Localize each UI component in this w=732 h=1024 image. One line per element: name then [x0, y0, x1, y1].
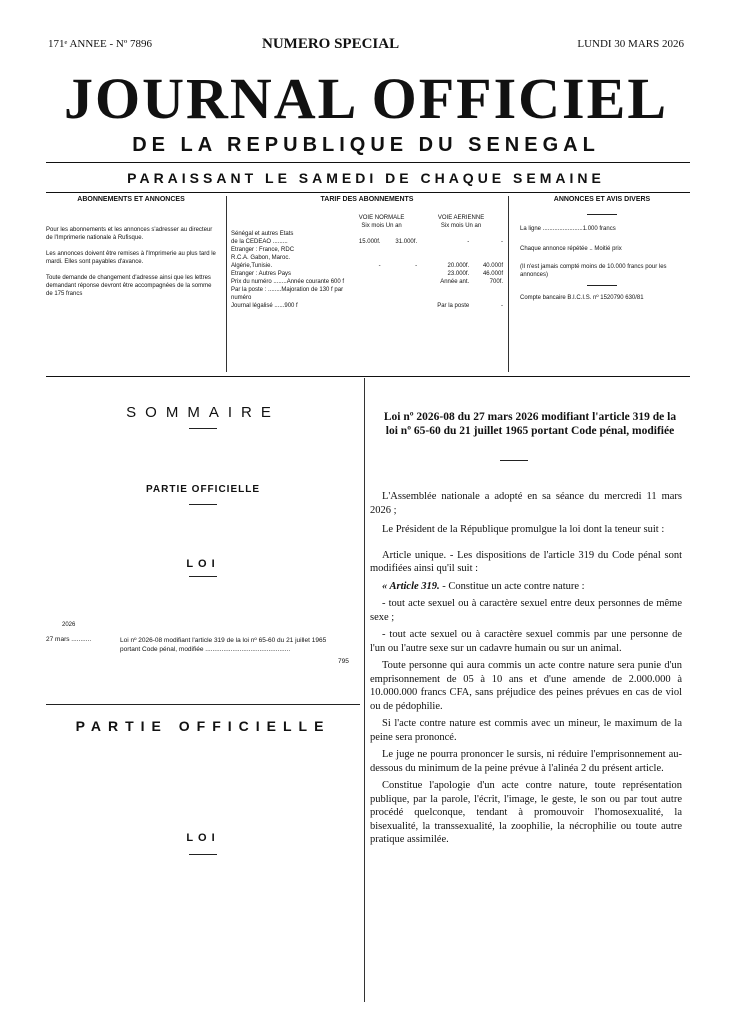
divider: [46, 576, 360, 577]
rates-row-value: 23.000f.: [447, 271, 470, 277]
rates-row-value: -: [415, 263, 418, 269]
divider: [46, 428, 360, 429]
divider: [46, 376, 690, 377]
law-title: Loi nº 2026-08 du 27 mars 2026 modifiant l'article 319 de la loi nº 65-60 du 21 juillet 1965 portant Code pénal, modifiée: [383, 411, 677, 437]
rates-row-value: 15.000f.: [358, 239, 381, 245]
masthead-subtitle: DE LA REPUBLIQUE DU SENEGAL: [132, 134, 600, 156]
rates-row: [230, 246, 504, 254]
rates-title: TARIF DES ABONNEMENTS: [320, 196, 414, 203]
divider: [587, 214, 617, 215]
divider: [46, 192, 690, 193]
rates-row-label: Etranger : France, RDC: [231, 247, 295, 253]
announcements-minimum: (Il n'est jamais compté moins de 10.000 francs pour les annonces): [520, 264, 667, 278]
rates-row-value: [470, 254, 504, 262]
rates-subheader-normal: Six mois Un an: [361, 223, 402, 229]
law-paragraph: L'Assemblée nationale a adopté en sa séance du mercredi 11 mars 2026 ;: [370, 491, 682, 516]
law-heading: LOI: [186, 832, 220, 844]
law-paragraph: Article unique. - Les dispositions de l'article 319 du Code pénal sont modifiées ainsi qu'il suit :: [370, 549, 682, 574]
rates-row-value: -: [501, 239, 503, 245]
special-issue-label: NUMERO SPECIAL: [262, 36, 400, 52]
divider: [46, 162, 690, 163]
rates-row: [230, 238, 504, 246]
official-part-heading: PARTIE OFFICIELLE: [75, 718, 331, 734]
law-body: [370, 490, 682, 847]
summary-entry-date: 27 mars ...........: [46, 636, 92, 643]
rates-subheader-air: Six mois Un an: [440, 223, 482, 229]
box-separator: [226, 196, 227, 372]
subscriptions-text-2: Les annonces doivent être remises à l'Imprimerie au plus tard le mardi. Elles sont payables d'avance.: [46, 251, 216, 265]
divider: [587, 285, 617, 286]
summary-law-heading: LOI: [186, 558, 220, 570]
rates-row: [230, 254, 504, 262]
rates-row-label: Algérie,Tunisie.: [231, 263, 273, 269]
summary-entry-page: 795: [338, 658, 349, 665]
law-paragraph: Le juge ne pourra prononcer le sursis, ni réduire l'emprisonnement au-dessous du minimum de la peine prévue à l'alinéa 2 du présent article.: [370, 749, 682, 774]
rates-row-value: [470, 230, 504, 238]
issue-number: 171ᵉ ANNEE - Nº 7896: [48, 38, 153, 50]
rates-row: [230, 262, 504, 270]
rates-row-value: [345, 302, 382, 310]
divider: [46, 504, 360, 505]
rates-row-value: [470, 246, 504, 254]
rates-row-value: [345, 286, 382, 302]
law-paragraph: - tout acte sexuel ou à caractère sexuel entre deux personnes de même sexe ;: [370, 598, 682, 623]
rates-row-value: [345, 246, 382, 254]
law-article-heading: [370, 580, 682, 594]
rates-row-value: [382, 246, 419, 254]
masthead-title: JOURNAL OFFICIEL: [63, 66, 668, 131]
rates-row-value: 31.000f.: [395, 239, 418, 245]
rates-row-value: [418, 246, 470, 254]
issue-date: LUNDI 30 MARS 2026: [577, 38, 684, 50]
rates-table: [230, 214, 504, 310]
rates-row-label: Prix du numéro ........Année courante 600 f: [231, 279, 345, 285]
rates-row-label: Journal légalisé ......900 f: [231, 303, 298, 309]
rates-row: [230, 302, 504, 310]
rates-row: [230, 270, 504, 278]
announcements-title: ANNONCES ET AVIS DIVERS: [553, 196, 651, 203]
rates-row-value: 46.000f: [482, 271, 503, 277]
rates-row: [230, 230, 504, 238]
bank-account: Compte bancaire B.I.C.I.S. nº 1520790 630/81: [520, 295, 644, 301]
rates-row-value: 40.000f: [482, 263, 503, 269]
rates-row-value: [382, 230, 419, 238]
rates-row: [230, 286, 504, 302]
announcements-line-price: La ligne ........................1.000 francs: [520, 226, 616, 232]
law-paragraph: Si l'acte contre nature est commis avec un mineur, le maximum de la peine sera prononcé.: [370, 718, 682, 743]
rates-col-normal: VOIE NORMALE: [358, 215, 405, 221]
rates-box: [230, 196, 504, 310]
rates-row-value: [418, 230, 470, 238]
summary-entry-text: Loi nº 2026-08 modifiant l'article 319 de la loi nº 65-60 du 21 juillet 1965 portant Code pénal, modifiée ...............................................: [120, 637, 327, 653]
rates-row-value: [382, 302, 419, 310]
announcements-box: [514, 196, 690, 302]
column-separator: [364, 378, 365, 1002]
box-separator: [508, 196, 509, 372]
rates-row-value: [418, 254, 470, 262]
rates-row-label: Sénégal et autres Etats: [231, 231, 294, 237]
publication-frequency: PARAISSANT LE SAMEDI DE CHAQUE SEMAINE: [127, 170, 605, 186]
rates-col-air: VOIE AERIENNE: [437, 215, 485, 221]
subscriptions-title: ABONNEMENTS ET ANNONCES: [77, 196, 185, 203]
divider: [500, 460, 528, 461]
law-paragraph: - tout acte sexuel ou à caractère sexuel commis par une personne de l'un ou l'autre sexe sur un cadavre humain ou sur un animal.: [370, 629, 682, 654]
law-paragraph: Toute personne qui aura commis un acte contre nature sera punie d'un emprisonnement de 05 à 10 ans et d'une amende de 2.000.000 à 10.000.000 francs CFA, sans préjudice des peines prévues en cas de viol ou de pédophilie.: [370, 660, 682, 712]
article-intro: - Constitue un acte contre nature :: [439, 580, 585, 592]
rates-row-label: de la CEDEAO .........: [231, 239, 288, 245]
rates-row-value: 20.000f.: [447, 263, 470, 269]
announcements-repeat-price: Chaque annonce répétée .. Moitié prix: [520, 246, 622, 252]
rates-row-value: [418, 286, 470, 302]
rates-row-value: [345, 254, 382, 262]
rates-row-value: -: [501, 303, 503, 309]
subscriptions-text-1: Pour les abonnements et les annonces s'adresser au directeur de l'Imprimerie nationale à Rufisque.: [46, 227, 213, 241]
rates-row-value: [382, 270, 419, 278]
subscriptions-box: [46, 196, 216, 298]
rates-row-value: [382, 254, 419, 262]
rates-row-value: [470, 286, 504, 302]
subscriptions-text-3: Toute demande de changement d'adresse ainsi que les lettres demandant réponse devront être accompagnées de la somme de 175 francs: [46, 275, 212, 297]
rates-row-value: [345, 278, 382, 286]
rates-row-value: 700f.: [489, 279, 503, 285]
rates-row-label: Par la poste : ........Majoration de 130 f par numéro: [231, 287, 344, 301]
rates-row-label: R.C.A. Gabon, Maroc.: [231, 255, 291, 261]
rates-row-value: [382, 286, 419, 302]
divider: [46, 704, 360, 705]
summary-year: 2026: [62, 622, 76, 628]
rates-row-value: Par la poste: [437, 303, 470, 309]
rates-row-value: Année ant.: [440, 279, 470, 285]
law-paragraph: Constitue l'apologie d'un acte contre nature, toute représentation publique, par la parole, l'écrit, l'image, le geste, le son ou par tout autre procédé quelconque, tendant à promouvoir l'homosexualité, la bisexualité, la transsexualité, la zoophilie, la nécrophilie ou toute autre pratique assimilée.: [370, 780, 682, 845]
summary-heading: SOMMAIRE: [126, 404, 280, 421]
summary-official-part: PARTIE OFFICIELLE: [145, 484, 261, 495]
article-label: « Article 319.: [382, 580, 440, 592]
rates-row-value: -: [467, 239, 470, 245]
law-paragraph: Le Président de la République promulgue la loi dont la teneur suit :: [382, 524, 665, 535]
rates-row-label: Etranger : Autres Pays: [231, 271, 292, 277]
rates-row: [230, 278, 504, 286]
rates-row-value: [382, 278, 419, 286]
rates-row-value: [345, 270, 382, 278]
rates-row-value: [345, 230, 382, 238]
rates-row-value: -: [378, 263, 381, 269]
divider: [46, 854, 360, 855]
